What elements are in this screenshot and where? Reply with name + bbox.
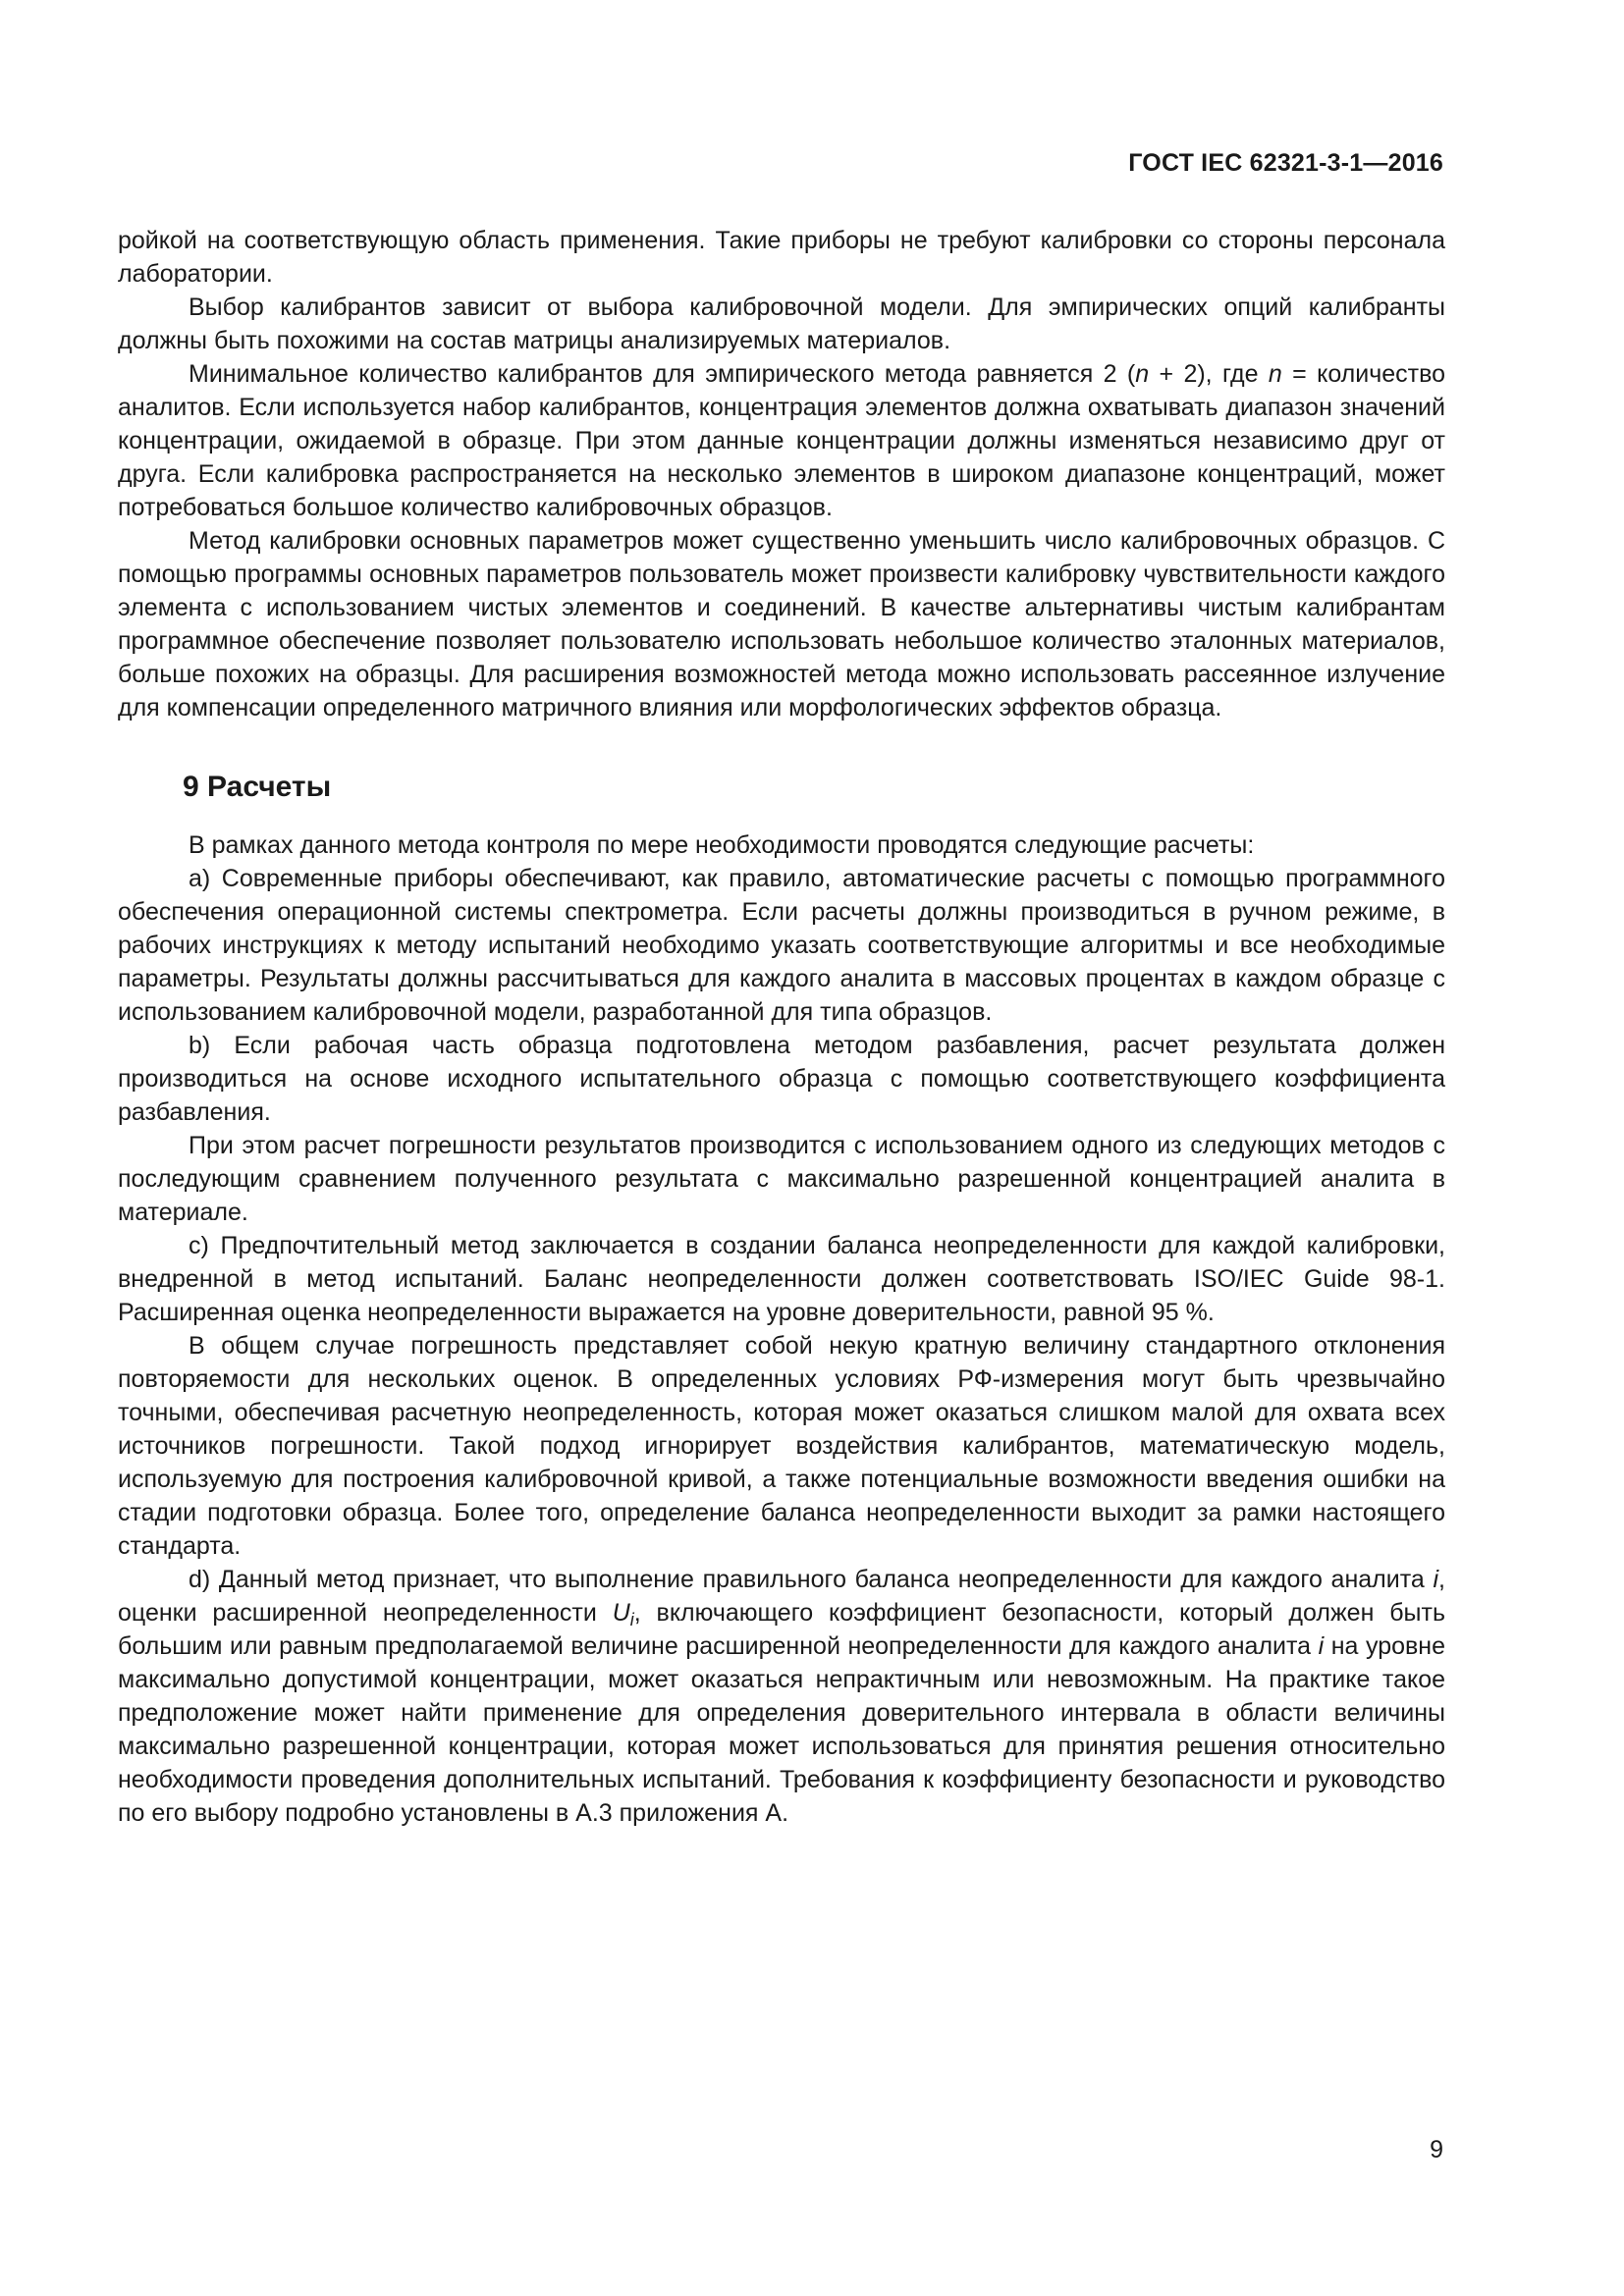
paragraph-general-uncertainty: В общем случае погрешность представляет собой некую кратную величину стандартного отклонения повторяемости для нескольких оценок. В определенных условиях РФ-измерения могут быть чрезвычайно точными, обеспечивая расчетную неопределенность, которая может оказаться слишком малой для охвата всех источников погрешности. Такой подход игнорирует воздействия калибрантов, математическую модель, используемую для построения калибровочной кривой, а также потенциальные возможности введения ошибки на стадии подготовки образца. Более того, определение баланса неопределенности выходит за рамки настоящего стандарта. [118,1332,1445,1560]
paragraph-item-a: а) Современные приборы обеспечивают, как правило, автоматические расчеты с помощью программного обеспечения операционной системы спектрометра. Если расчеты должны производиться в ручном режиме, в рабочих инструкциях к методу испытаний необходимо указать соответствующие алгоритмы и все необходимые параметры. Результаты должны рассчитываться для каждого аналита в массовых процентах в каждом образце с использованием калибровочной модели, разработанной для типа образцов. [118,865,1445,1026]
paragraph-uncertainty-methods: При этом расчет погрешности результатов производится с использованием одного из следующих методов с последующим сравнением полученного результата с максимально разрешенной концентрацией аналита в материале. [118,1132,1445,1226]
standard-code-header: ГОСТ IEC 62321-3-1—2016 [1128,149,1443,177]
paragraph-continuation: ройкой на соответствующую область применения. Такие приборы не требуют калибровки со стороны персонала лаборатории. [118,227,1445,288]
variable-i: i [1433,1566,1439,1593]
paragraph-item-d: d) Данный метод признает, что выполнение правильного баланса неопределенности для каждого аналита i, оценки расширенной неопределенности $U_i$, включающего коэффициент безопасности, который должен быть большим или равным предполагаемой величине расширенной неопределенности для каждого аналита i на уровне максимально допустимой концентрации, может оказаться непрактичным или невозможным. На практике такое предположение может найти применение для определения доверительного интервала в области величины максимально разрешенной концентрации, которая может использоваться для принятия решения относительно необходимости проведения дополнительных испытаний. Требования к коэффициенту безопасности и руководство по его выбору подробно установлены в А.3 приложения А. [118,1566,1445,1827]
variable-n: n [1268,360,1282,388]
variable-u-subscript: i [629,1610,634,1629]
variable-u: U [612,1599,630,1627]
paragraph-fundamental-parameters: Метод калибровки основных параметров может существенно уменьшить число калибровочных образцов. С помощью программы основных параметров пользователь может произвести калибровку чувствительности каждого элемента с использованием чистых элементов и соединений. В качестве альтернативы чистым калибрантам программное обеспечение позволяет пользователю использовать небольшое количество эталонных материалов, больше похожих на образцы. Для расширения возможностей метода можно использовать рассеянное излучение для компенсации определенного матричного влияния или морфологических эффектов образца. [118,527,1445,721]
variable-i: i [1318,1632,1325,1660]
paragraph-min-calibrants: Минимальное количество калибрантов для эмпирического метода равняется 2 (n + 2), где n = количество аналитов. Если используется набор калибрантов, концентрация элементов должна охватывать диапазон значений концентрации, ожидаемой в образце. При этом данные концентрации должны изменяться независимо друг от друга. Если калибровка распространяется на несколько элементов в широком диапазоне концентраций, может потребоваться большое количество калибровочных образцов. [118,360,1446,521]
paragraph-item-c: с) Предпочтительный метод заключается в создании баланса неопределенности для каждой калибровки, внедренной в метод испытаний. Баланс неопределенности должен соответствовать ISO/IEC Guide 98-1. Расширенная оценка неопределенности выражается на уровне доверительности, равной 95 %. [118,1232,1445,1326]
section-heading: 9 Расчеты [183,771,332,803]
page-number: 9 [1430,2136,1443,2163]
document-body [118,224,1445,1830]
paragraph-calibrant-choice: Выбор калибрантов зависит от выбора калибровочной модели. Для эмпирических опций калибранты должны быть похожими на состав матрицы анализируемых материалов. [118,294,1445,354]
variable-n: n [1135,360,1150,388]
paragraph-calculations-intro: В рамках данного метода контроля по мере необходимости проводятся следующие расчеты: [189,831,1255,859]
paragraph-item-b: b) Если рабочая часть образца подготовлена методом разбавления, расчет результата должен производиться на основе исходного испытательного образца с помощью соответствующего коэффициента разбавления. [118,1032,1445,1126]
